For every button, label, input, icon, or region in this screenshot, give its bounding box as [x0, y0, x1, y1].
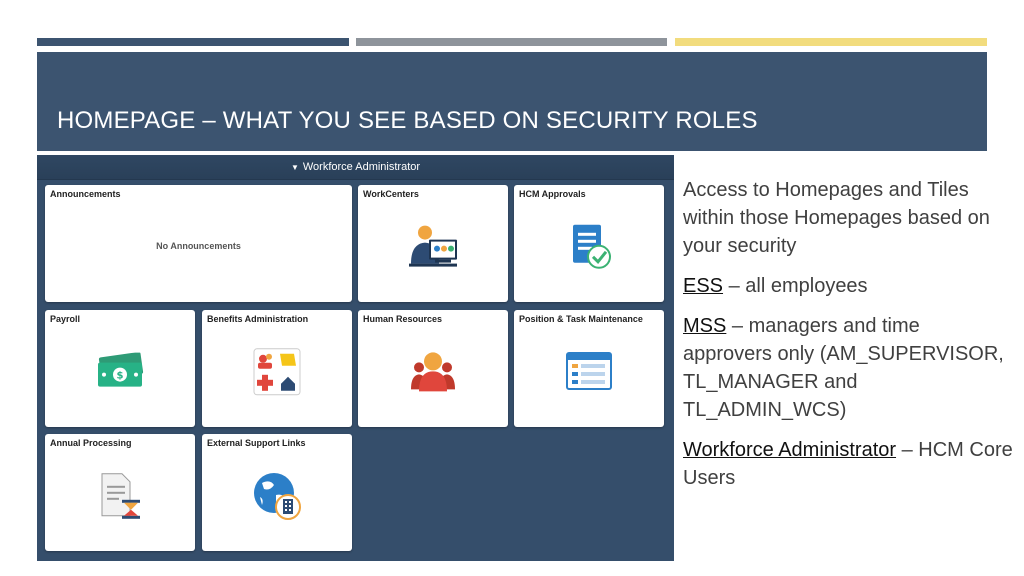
tile-label: Annual Processing	[50, 438, 132, 448]
tile-label: Payroll	[50, 314, 81, 324]
globe-building-icon	[252, 471, 302, 526]
notes-mss	[683, 312, 1013, 424]
form-icon	[565, 351, 613, 396]
workforce-administrator-description: – HCM Core Users	[683, 439, 1013, 489]
tile-label: Announcements	[50, 189, 121, 199]
benefits-icon	[253, 347, 301, 400]
tile-label: WorkCenters	[363, 189, 419, 199]
tile-label: HCM Approvals	[519, 189, 586, 199]
homepage-selector[interactable]	[37, 155, 674, 180]
tile-human-resources[interactable]	[358, 310, 508, 427]
tile-annual-processing[interactable]	[45, 434, 195, 551]
tile-label: Human Resources	[363, 314, 443, 324]
notes-intro: Access to Homepages and Tiles within those Homepages based on your security	[683, 179, 990, 257]
mss-term: MSS	[683, 315, 727, 337]
tile-position-task-maintenance[interactable]	[514, 310, 664, 427]
tile-hcm-approvals[interactable]	[514, 185, 664, 302]
tile-announcements[interactable]	[45, 185, 352, 302]
accent-bar-navy	[37, 38, 349, 46]
ess-term: ESS	[683, 275, 724, 297]
caret-down-icon: ▼	[290, 163, 299, 172]
notes-ess	[683, 272, 1013, 300]
money-icon	[94, 352, 146, 393]
homepage-selector-label: Workforce Administrator	[302, 161, 421, 173]
approvals-icon	[565, 222, 613, 275]
svg-text:$: $	[116, 370, 124, 382]
workforce-administrator-term: Workforce Administrator	[683, 439, 897, 461]
ess-description: – all employees	[728, 275, 868, 297]
tile-label: Benefits Administration	[207, 314, 309, 324]
notes-panel	[683, 176, 1013, 504]
accent-bar-gray	[356, 38, 667, 46]
slide-title: HOMEPAGE – WHAT YOU SEE BASED ON SECURITY ROLES	[57, 107, 758, 134]
accent-bar-yellow	[675, 38, 987, 46]
no-announcements-text: No Announcements	[156, 241, 241, 251]
homepage-screenshot	[37, 155, 674, 561]
people-icon	[409, 349, 457, 398]
document-hourglass-icon	[98, 471, 142, 524]
tile-external-support-links[interactable]	[202, 434, 352, 551]
mss-description: – managers and time approvers only (AM_SUPERVISOR, TL_MANAGER and TL_ADMIN_WCS)	[683, 315, 1004, 421]
notes-workforce-administrator	[683, 436, 1013, 492]
tile-workcenters[interactable]	[358, 185, 508, 302]
workcenter-icon	[407, 223, 459, 274]
tile-label: Position & Task Maintenance	[519, 314, 643, 324]
tile-benefits-administration[interactable]	[202, 310, 352, 427]
tile-label: External Support Links	[207, 438, 306, 448]
tile-payroll[interactable]	[45, 310, 195, 427]
title-band	[37, 52, 987, 151]
